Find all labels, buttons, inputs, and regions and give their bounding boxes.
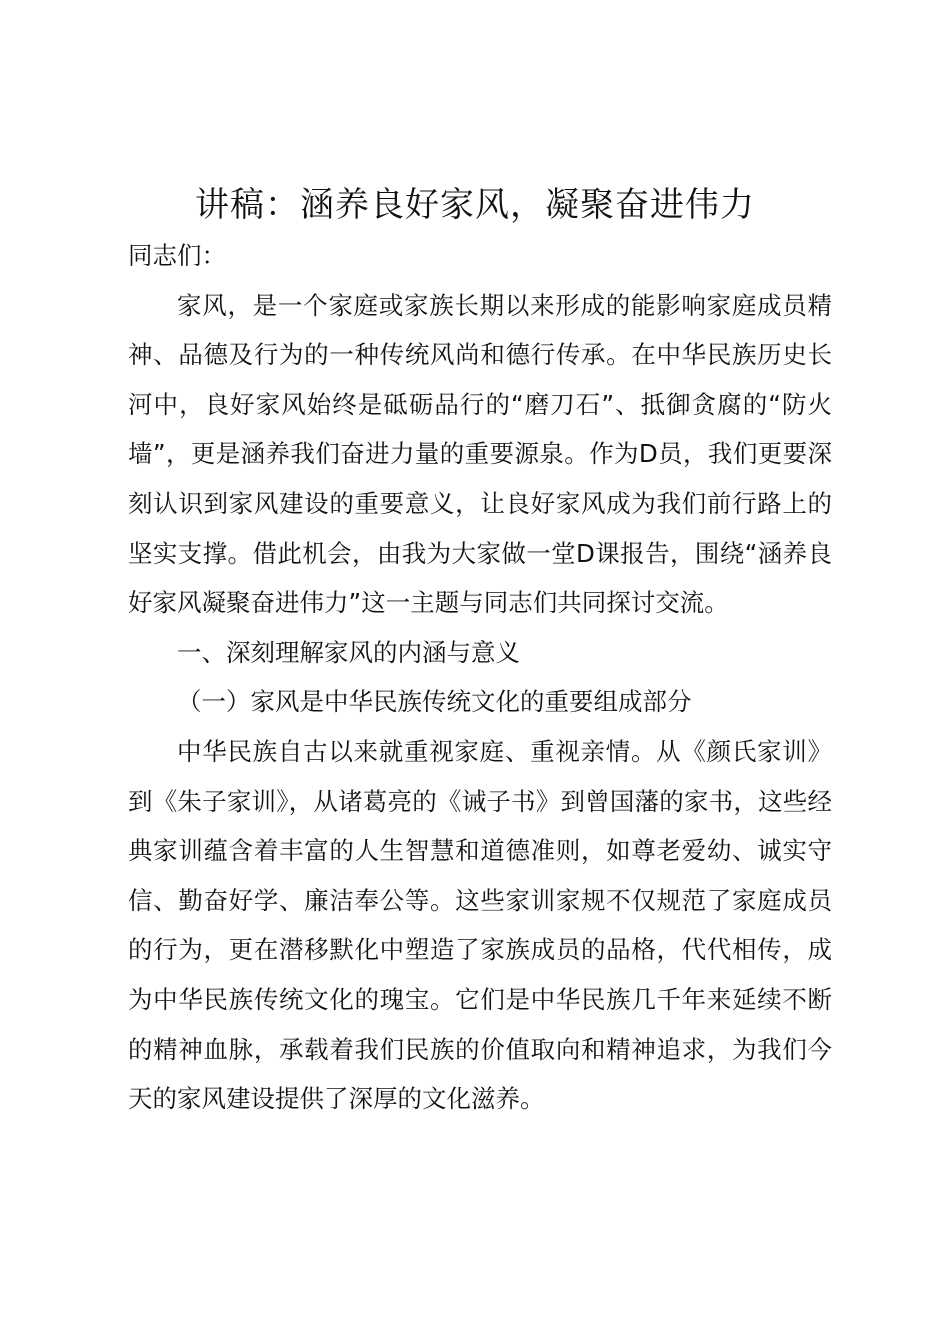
intro-paragraph: 家风，是一个家庭或家族长期以来形成的能影响家庭成员精神、品德及行为的一种传统风尚和德行传承。在中华民族历史长河中，良好家风始终是砥砺品行的“磨刀石”、抵御贪腐的“防火墙”，更是涵养我们奋进力量的重要源泉。作为D员，我们更要深刻认识到家风建设的重要意义，让良好家风成为我们前行路上的坚实支撑。借此机会，由我为大家做一堂D课报告，围绕“涵养良好家风凝聚奋进伟力”这一主题与同志们共同探讨交流。: [128, 290, 832, 618]
body-paragraph: 中华民族自古以来就重视家庭、重视亲情。从《颜氏家训》到《朱子家训》，从诸葛亮的《诫子书》到曾国藩的家书，这些经典家训蕴含着丰富的人生智慧和道德准则，如尊老爱幼、诚实守信、勤奋好学、廉洁奉公等。这些家训家规不仅规范了家庭成员的行为，更在潜移默化中塑造了家族成员的品格，代代相传，成为中华民族传统文化的瑰宝。它们是中华民族几千年来延续不断的精神血脉，承载着我们民族的价值取向和精神追求，为我们今天的家风建设提供了深厚的文化滋养。: [128, 736, 832, 1114]
section-heading: 一、深刻理解家风的内涵与意义: [177, 637, 520, 667]
document-body: [128, 231, 832, 1124]
document-title: 讲稿：涵养良好家风，凝聚奋进伟力: [195, 185, 755, 225]
subsection-heading: （一）家风是中华民族传统文化的重要组成部分: [177, 687, 692, 717]
salutation: 同志们：: [128, 241, 226, 270]
